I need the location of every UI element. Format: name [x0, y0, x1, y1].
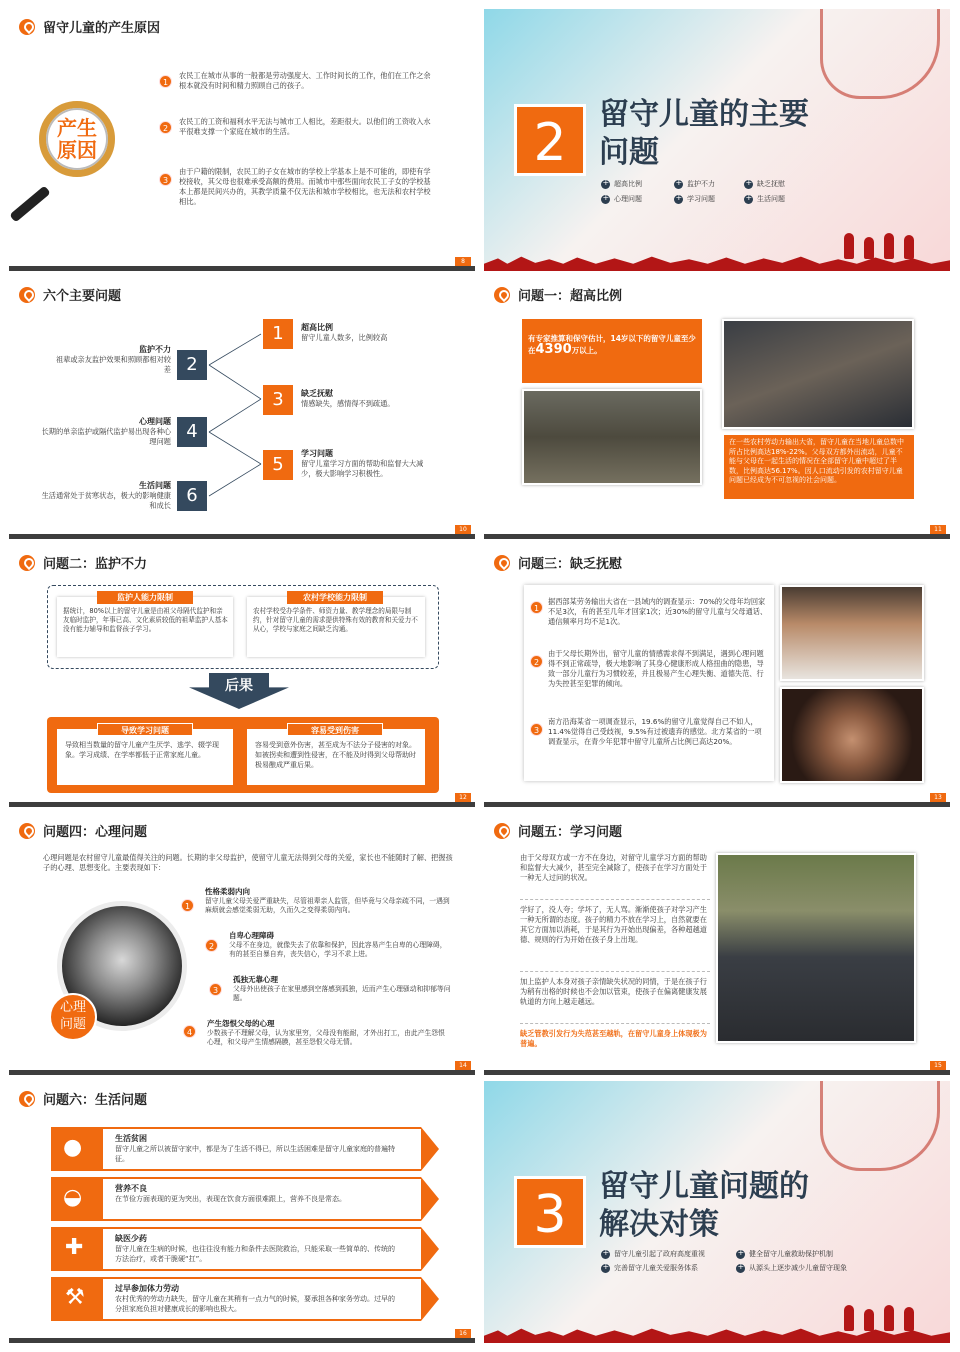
- plus-icon: [674, 195, 683, 204]
- slide-header: [494, 285, 622, 304]
- pin-icon: [19, 555, 35, 571]
- section-title: 留守儿童的主要: [599, 97, 809, 132]
- section-title: 解决对策: [599, 1207, 719, 1242]
- child-silhouette: [844, 1305, 854, 1331]
- item-number: 2: [159, 121, 172, 134]
- divider: [520, 971, 710, 972]
- item-number: 2: [530, 655, 543, 668]
- slide-header: [19, 1089, 147, 1108]
- slide-title: 问题五：学习问题: [518, 825, 623, 840]
- plus-icon: [674, 180, 683, 189]
- slide-title: 问题二：监护不力: [43, 557, 148, 572]
- psych-desc: 少数孩子不理解父母，认为家里穷，父母没有能耐，才外出打工，由此产生怨恨心理，和父母产生情感隔膜，甚至怨恨父母无情。: [207, 1028, 445, 1046]
- intro-text: 心理问题是农村留守儿童最值得关注的问题。长期的非父母监护，使留守儿童无法得到父母的关爱，家长也不能随时了解、把握孩子的心理、思想变化。主要表现如下：: [43, 853, 453, 872]
- study-text: 加上监护人本身对孩子亲情缺失状况的同情，于是在孩子行为稍有出格的时候也不会加以管束，使孩子在偏离健康发展轨道的方向上越走越远。: [520, 977, 707, 1006]
- slide-title: 六个主要问题: [43, 289, 122, 304]
- section-number: 3: [514, 1176, 586, 1248]
- arrow-shape: [421, 1227, 439, 1271]
- plus-icon: [601, 180, 610, 189]
- living-heading: 生活贫困: [115, 1134, 147, 1143]
- problem-desc: 生活通常处于贫寒状态，极大的影响健康和成长: [41, 491, 171, 510]
- result-tag: 导致学习问题: [97, 723, 193, 736]
- section-title: 留守儿童问题的: [599, 1169, 809, 1204]
- slide-title: 问题一：超高比例: [518, 289, 623, 304]
- pin-icon: [494, 555, 510, 571]
- food-bowl-icon: ◒: [51, 1177, 103, 1221]
- problem-desc: 祖辈或亲友监护效果和照顾都相对较差: [55, 355, 171, 374]
- hand-flag-illustration: [820, 9, 940, 99]
- problem-number: 6: [177, 481, 207, 511]
- child-silhouette: [864, 237, 874, 259]
- girl-photo: [780, 687, 924, 783]
- slide-title: 问题六：生活问题: [43, 1093, 148, 1108]
- slide-six-problems[interactable]: [9, 277, 475, 539]
- slide-header: [19, 821, 147, 840]
- living-heading: 缺医少药: [115, 1234, 147, 1243]
- hand-flag-illustration: [820, 1081, 940, 1171]
- section-option[interactable]: + 留守儿童引起了政府高度重视: [601, 1249, 705, 1259]
- problem-number: 4: [177, 417, 207, 447]
- slide-header: [494, 821, 622, 840]
- section-option[interactable]: + 学习问题: [674, 194, 715, 204]
- result-label: 后果: [225, 678, 253, 694]
- plus-icon: [601, 1250, 610, 1259]
- study-highlight: 缺乏管教引发行为失范甚至越轨，在留守儿童身上体现极为普遍。: [520, 1029, 707, 1048]
- section-option[interactable]: + 从源头上逐步减少儿童留守现象: [736, 1263, 847, 1273]
- magnifier-handle: [9, 185, 51, 222]
- boy-photo: [780, 585, 924, 681]
- living-row: [51, 1227, 421, 1271]
- arrow-shape: [421, 1127, 439, 1171]
- piggy-bank-icon: ●: [51, 1127, 103, 1171]
- pin-icon: [19, 823, 35, 839]
- axe-icon: ⚒: [51, 1277, 103, 1321]
- page-number: 8: [455, 257, 471, 266]
- section-option[interactable]: + 完善留守儿童关爱服务体系: [601, 1263, 698, 1273]
- slide-section-cover[interactable]: [484, 9, 950, 271]
- result-tag: 容易受到伤害: [287, 723, 383, 736]
- psych-badge-label: 心理问题: [59, 1000, 86, 1032]
- footer-bar: [484, 802, 950, 807]
- item-number: 2: [205, 939, 218, 952]
- problem-heading: 学习问题: [301, 449, 333, 458]
- living-desc: 留守儿童在生病的时候，也往往没有能力和条件去医院救治，只能采取一些简单的、传统的方法治疗，或者干脆硬“扛”。: [115, 1245, 395, 1263]
- plus-icon: [601, 195, 610, 204]
- slide-psychology[interactable]: [9, 813, 475, 1075]
- arrow-shape: [421, 1177, 439, 1221]
- footer-bar: [9, 534, 475, 539]
- cause-tag: 监护人能力限制: [97, 591, 193, 604]
- item-number: 3: [530, 723, 543, 736]
- psych-heading: 产生怨恨父母的心理: [207, 1019, 275, 1028]
- arrow-shape: [421, 1277, 439, 1321]
- divider: [520, 1023, 710, 1024]
- psych-heading: 性格柔弱内向: [205, 887, 250, 896]
- page-number: 13: [930, 793, 946, 802]
- item-number: 1: [159, 75, 172, 88]
- living-row: [51, 1177, 421, 1221]
- plus-icon: [601, 1264, 610, 1273]
- child-silhouette: [904, 1307, 914, 1331]
- page-number: 16: [455, 1329, 471, 1338]
- child-silhouette: [884, 1305, 894, 1331]
- problem-number: 1: [263, 319, 293, 349]
- slide-title: 问题四：心理问题: [43, 825, 148, 840]
- boys-group-photo: [716, 853, 916, 1043]
- problem-heading: 生活问题: [139, 481, 171, 490]
- living-desc: 留守儿童之所以被留守家中，都是为了生活不得已，所以生活困难是留守儿童家庭的普遍特征。: [115, 1145, 395, 1163]
- psych-heading: 自卑心理障碍: [229, 931, 274, 940]
- section-title: 问题: [599, 135, 659, 170]
- pin-icon: [19, 19, 35, 35]
- problem-desc: 长期的单亲监护或隔代监护易出现各种心理问题: [41, 427, 171, 446]
- problem-heading: 缺乏抚慰: [301, 389, 333, 398]
- psych-desc: 留守儿童父母关爱严重缺失，尽管祖辈亲人监管，但毕竟与父母亲疏不同，一遇到麻烦就会感觉柔弱无助，久而久之变得柔弱内向。: [205, 896, 450, 914]
- footer-bar: [9, 1070, 475, 1075]
- item-number: 4: [183, 1025, 196, 1038]
- slide-header: [494, 553, 622, 572]
- problem-desc: 情感缺失，感情得不到疏通。: [301, 399, 395, 408]
- section-option[interactable]: + 健全留守儿童救助保护机制: [736, 1249, 833, 1259]
- comfort-text: 南方沿海某省一项调查显示，19.6%的留守儿童觉得自己不如人，11.4%觉得自己受歧视，9.5%有过被遗弃的感觉。北方某省的一项调查显示，在青少年犯罪中留守儿童所占比例已高达20%。: [548, 717, 762, 746]
- stat-box: 有专家推算和保守估计，14岁以下的留守儿童至少在4390万以上。: [522, 319, 702, 383]
- slide-lack-comfort[interactable]: [484, 545, 950, 807]
- cause-text: 农民工的工资和福利水平无法与城市工人相比，差距很大。以他们的工资收入水平很难支撑一个家庭在城市的生活。: [179, 117, 431, 136]
- item-number: 1: [181, 899, 194, 912]
- pin-icon: [494, 287, 510, 303]
- comfort-text: 据西部某劳务输出大省在一县域内的调查显示：70%的父母年均回家不足3次，有的甚至几年才回家1次；近30%的留守儿童与父母通话、通信频率月均不足1次。: [548, 597, 768, 626]
- cause-text: 由于户籍的限制，农民工的子女在城市的学校上学基本上是不可能的，即使有学校接收，其父母也很难承受高额的费用。而城市中那些面向农民工子女的学校基本上都是民间兴办的，其教学质量不仅无法和城市学校相比，也无法和农村学校相比。: [179, 167, 431, 206]
- result-text: 导致相当数量的留守儿童产生厌学、逃学、辍学现象。学习成绩、在学率都低于正常家庭儿童。: [65, 741, 219, 759]
- child-silhouette: [904, 235, 914, 259]
- footer-bar: [9, 1338, 475, 1343]
- section-number: 2: [514, 104, 586, 176]
- psych-desc: 父母不在身边，就像失去了依靠和保护，因此容易产生自卑的心理障碍，有的甚至自暴自弃，丧失信心，学习不求上进。: [229, 940, 447, 958]
- study-text: 由于父母双方或一方不在身边，对留守儿童学习方面的帮助和监督大大减少，甚至完全减除了，使孩子在学习方面处于一种无人过问的状况。: [520, 853, 707, 882]
- slide-high-ratio[interactable]: [484, 277, 950, 539]
- problem-desc: 留守儿童学习方面的帮助和监督大大减少，极大影响学习积极性。: [301, 459, 424, 478]
- problem-number: 2: [177, 350, 207, 380]
- slide-header: [19, 17, 160, 36]
- page-number: 12: [455, 793, 471, 802]
- problem-heading: 监护不力: [139, 345, 171, 354]
- cause-text: 据统计，80%以上的留守儿童是由祖父母隔代监护和亲友临时监护，年事已高、文化素质较低的祖辈监护人基本没有能力辅导和监督孩子学习。: [63, 607, 228, 633]
- section-option[interactable]: + 监护不力: [674, 179, 715, 189]
- divider: [520, 899, 710, 900]
- slide-guardianship[interactable]: [9, 545, 475, 807]
- living-desc: 在节俭方面表现的更为突出，表现在饮食方面很难跟上，营养不良是常态。: [115, 1195, 346, 1203]
- page-number: 10: [455, 525, 471, 534]
- psych-heading: 孤独无靠心理: [233, 975, 278, 984]
- slide-study[interactable]: [484, 813, 950, 1075]
- stat-detail-box: 在一些农村劳动力输出大省，留守儿童在当地儿童总数中所占比例高达18%-22%。父母双方都外出流动，儿童不能与父母在一起生活的情况在全部留守儿童中超过了半数，比例高达56.17%。因人口流动引发的农村留守儿童问题已经成为不可忽视的社会问题。: [724, 435, 914, 499]
- plus-icon: [744, 195, 753, 204]
- living-desc: 农村优秀的劳动力缺失，留守儿童在其稍有一点力气的时候，要承担各种家务劳动。过早的分担家庭负担对健康成长的影响也极大。: [115, 1295, 395, 1313]
- living-heading: 营养不良: [115, 1184, 147, 1193]
- pin-icon: [19, 1091, 35, 1107]
- problem-heading: 超高比例: [301, 323, 333, 332]
- pin-icon: [494, 823, 510, 839]
- slide-causes[interactable]: [9, 9, 475, 271]
- section-option[interactable]: + 缺乏抚慰: [744, 179, 785, 189]
- grass-decoration: [484, 1325, 950, 1343]
- slide-section-cover[interactable]: [484, 1081, 950, 1343]
- plus-icon: [736, 1250, 745, 1259]
- living-row: [51, 1127, 421, 1171]
- children-group-photo: [522, 389, 702, 485]
- slide-header: [19, 553, 147, 572]
- study-text: 学好了，没人夸；学坏了，无人骂。渐渐使孩子对学习产生一种无所谓的态度。孩子的精力不放在学习上，自然就要在其它方面加以消耗，于是其行为开始出现偏差，各种超越道德、规则的行为开始在孩子身上出现。: [520, 905, 707, 944]
- slide-living[interactable]: [9, 1081, 475, 1343]
- problem-desc: 留守儿童人数多，比例较高: [301, 333, 388, 342]
- cause-text: 农民工在城市从事的一般都是劳动强度大、工作时间长的工作，他们在工作之余根本就没有时间和精力照顾自己的孩子。: [179, 71, 431, 90]
- slide-title: 问题三：缺乏抚慰: [518, 557, 623, 572]
- grass-decoration: [484, 253, 950, 271]
- problem-number: 3: [263, 385, 293, 415]
- cause-text: 农村学校受办学条件、师资力量、教学理念的局限与制约，针对留守儿童的需求提供特殊有效的教育和关爱力不从心，学校与家庭之间缺乏沟通。: [253, 607, 418, 633]
- item-number: 3: [159, 173, 172, 186]
- child-silhouette: [844, 233, 854, 259]
- comfort-text: 由于父母长期外出，留守儿童的情感需求得不到满足，遇到心理问题得不到正常疏导，极大地影响了其身心健康形成人格扭曲的隐患，导致一部分儿童行为习惯较差，并且极易产生心理失衡、道德失范、行为失控甚至犯罪的倾向。: [548, 649, 764, 688]
- footer-bar: [9, 266, 475, 271]
- problem-number: 5: [263, 450, 293, 480]
- problem-heading: 心理问题: [139, 417, 171, 426]
- page-number: 15: [930, 1061, 946, 1070]
- section-option[interactable]: + 超高比例: [601, 179, 642, 189]
- psych-desc: 父母外出使孩子在家里感到空落感到孤独，近而产生心理骚动和抑郁等问题。: [233, 984, 451, 1002]
- page-number: 14: [455, 1061, 471, 1070]
- footer-bar: [9, 802, 475, 807]
- lens-label: 产生原因: [57, 116, 97, 162]
- living-row: [51, 1277, 421, 1321]
- plus-icon: [744, 180, 753, 189]
- section-option[interactable]: + 心理问题: [601, 194, 642, 204]
- result-text: 容易受到意外伤害，甚至成为不法分子侵害的对象。如被拐卖和遭到性侵害，在不能及时得到父母帮助时极易酿成严重后果。: [255, 741, 416, 769]
- item-number: 1: [530, 601, 543, 614]
- page-number: 11: [930, 525, 946, 534]
- footer-bar: [484, 534, 950, 539]
- plus-icon: [736, 1264, 745, 1273]
- cause-tag: 农村学校能力限制: [287, 591, 383, 604]
- living-heading: 过早参加体力劳动: [115, 1284, 179, 1293]
- footer-bar: [484, 1070, 950, 1075]
- slide-title: 留守儿童的产生原因: [43, 21, 161, 36]
- section-option[interactable]: + 生活问题: [744, 194, 785, 204]
- crowd-photo: [722, 319, 914, 429]
- child-silhouette: [864, 1309, 874, 1331]
- child-silhouette: [884, 233, 894, 259]
- medical-kit-icon: ✚: [51, 1227, 103, 1271]
- item-number: 3: [209, 983, 222, 996]
